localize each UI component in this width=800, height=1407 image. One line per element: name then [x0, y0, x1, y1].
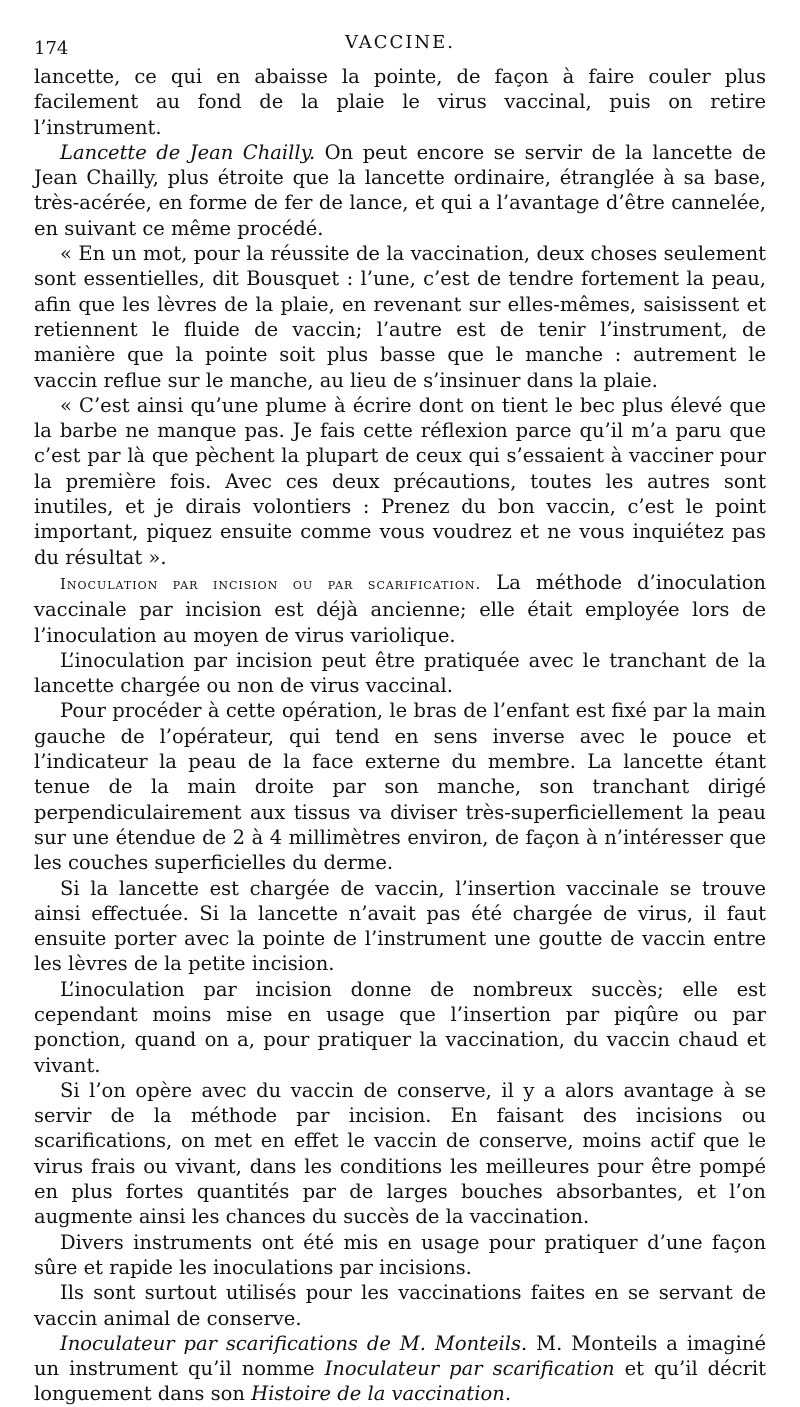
paragraph-8: Si la lancette est chargée de vaccin, l’insertion vaccinale se trouve ainsi effectuée. Si la lancette n’avait pas été chargée de virus, il faut ensuite porter avec la pointe de l’instrument une goutte de vaccin entre les lèvres de la petite incision.: [34, 876, 766, 976]
paragraph-9: L’inoculation par incision donne de nombreux succès; elle est cependant moins mise en usage que l’insertion par piqûre ou par ponction, quand on a, pour pratiquer la vaccination, du vaccin chaud et vivant.: [34, 977, 766, 1077]
page-body: [34, 64, 766, 1407]
paragraph-6: L’inoculation par incision peut être pratiquée avec le tranchant de la lancette chargée ou non de virus vaccinal.: [34, 648, 766, 698]
section-heading-lancette-chailly: Lancette de Jean Chailly.: [60, 140, 316, 164]
paragraph-12: Ils sont surtout utilisés pour les vaccinations faites en se servant de vaccin animal de conserve.: [34, 1281, 766, 1330]
paragraph-11: Divers instruments ont été mis en usage pour pratiquer d’une façon sûre et rapide les inoculations par incisions.: [34, 1230, 766, 1279]
paragraph-7: Pour procéder à cette opération, le bras de l’enfant est fixé par la main gauche de l’opérateur, qui tend en sens inverse avec le pouce et l’indicateur la peau de la face externe du membre. La lancette étant tenue de la main droite par son manche, son tranchant dirigé perpendiculairement aux tissus va diviser très-superficiellement la peau sur une étendue de 2 à 4 millimètres environ, de façon à n’intéresser que les couches superficielles du derme.: [34, 699, 766, 875]
paragraph-1: lancette, ce qui en abaisse la pointe, de façon à faire couler plus facilement au fond de la plaie le virus vaccinal, puis on retire l’instrument.: [34, 65, 766, 139]
running-head: VACCINE.: [344, 32, 456, 53]
page-header: [34, 28, 766, 64]
italic-title-histoire: Histoire de la vaccination: [251, 1382, 505, 1406]
page-number: 174: [34, 38, 69, 59]
italic-title-inoculateur: Inoculateur par scarification: [324, 1357, 615, 1381]
paragraph-5: Inoculation par incision ou par scarification. La méthode d’inoculation vaccinale par incision est déjà ancienne; elle était employée lors de l’inoculation au moyen de virus variolique.: [34, 570, 766, 647]
paragraph-13: Inoculateur par scarifications de M. Monteils. M. Monteils a imaginé un instrument qu’il nomme Inoculateur par scarification et qu’il décrit longuement dans son Histoire de la vaccination.: [34, 1331, 767, 1406]
section-heading-inoculateur-monteils: Inoculateur par scarifications de M. Monteils.: [60, 1331, 528, 1355]
paragraph-4: « C’est ainsi qu’une plume à écrire dont on tient le bec plus élevé que la barbe ne manque pas. Je fais cette réflexion parce qu’il m’a paru que c’est par là que pèchent la plupart de ceux qui s’essaient à vacciner pour la première fois. Avec ces deux précautions, toutes les autres sont inutiles, et je dirais volontiers : Prenez du bon vaccin, c’est le point important, piquez ensuite comme vous voudrez et ne vous inquiétez pas du résultat ».: [34, 393, 766, 569]
paragraph-10: Si l’on opère avec du vaccin de conserve, il y a alors avantage à se servir de la méthode par incision. En faisant des incisions ou scarifications, on met en effet le vaccin de conserve, moins actif que le virus frais ou vivant, dans les conditions les meilleures pour être pompé en plus fortes quantités par de larges bouches absorbantes, et l’on augmente ainsi les chances du succès de la vaccination.: [34, 1078, 766, 1229]
paragraph-2: Lancette de Jean Chailly. On peut encore se servir de la lancette de Jean Chailly, plus étroite que la lancette ordinaire, étranglée à sa base, très-acérée, en forme de fer de lance, et qui a l’avantage d’être cannelée, en suivant ce même procédé.: [34, 140, 766, 240]
section-heading-inoculation-incision: Inoculation par incision ou par scarification.: [60, 574, 482, 593]
paragraph-3: « En un mot, pour la réussite de la vaccination, deux choses seulement sont essentielles, dit Bousquet : l’une, c’est de tendre fortement la peau, afin que les lèvres de la plaie, en revenant sur elles-mêmes, saisissent et retiennent le fluide de vaccin; l’autre est de tenir l’instrument, de manière que la pointe soit plus basse que le manche : autrement le vaccin reflue sur le manche, au lieu de s’insinuer dans la plaie.: [34, 242, 766, 392]
